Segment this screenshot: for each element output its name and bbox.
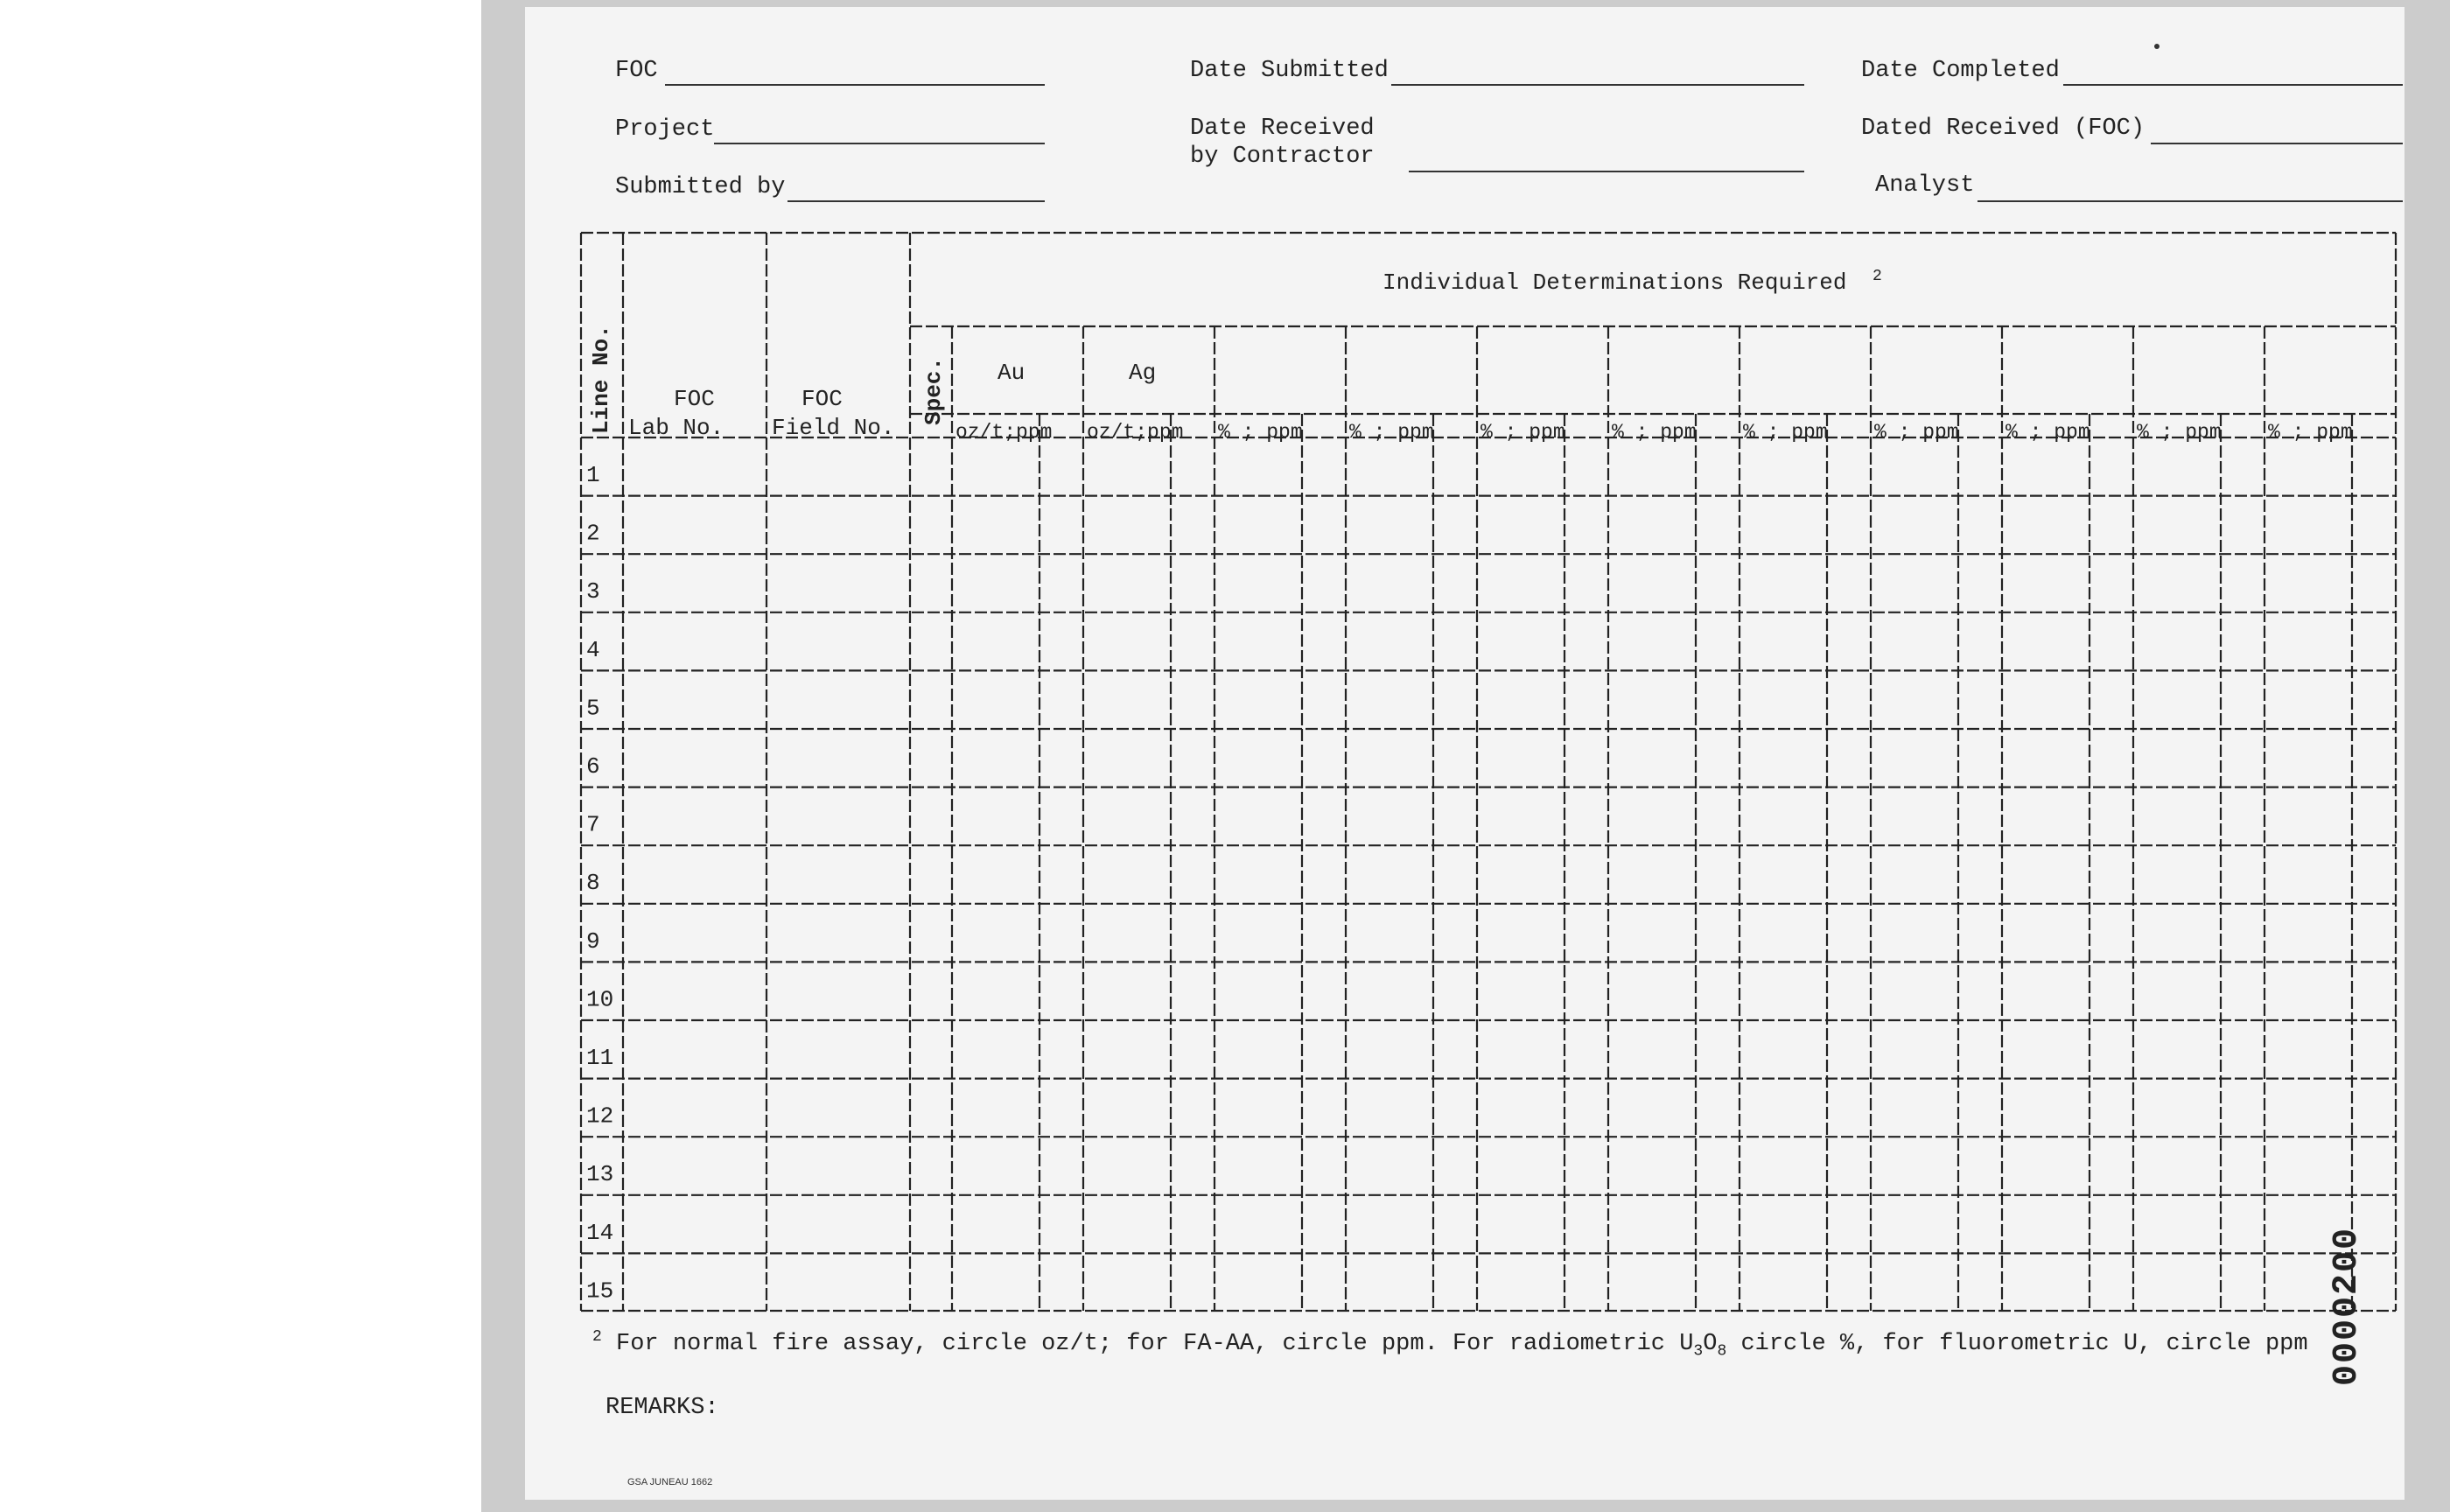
submitted-by-label: Submitted by xyxy=(615,174,786,200)
foc-lab-header-bottom: Lab No. xyxy=(628,415,724,441)
unit-label-6: % ; ppm xyxy=(1612,421,1697,444)
assay-request-form xyxy=(525,7,2404,1500)
footnote-text-3: circle %, for fluorometric U, circle ppm xyxy=(1726,1331,2308,1357)
footnote-text-1: For normal fire assay, circle oz/t; for FA-AA, circle ppm. For radiometric U xyxy=(616,1331,1694,1357)
foc-field-header-bottom: Field No. xyxy=(772,415,895,441)
row-number-14: 14 xyxy=(586,1219,614,1246)
row-number-12: 12 xyxy=(586,1102,614,1130)
row-number-10: 10 xyxy=(586,986,614,1013)
foc-lab-header-top: FOC xyxy=(674,386,715,412)
footnote-sub-8: 8 xyxy=(1717,1342,1727,1361)
row-number-9: 9 xyxy=(586,928,600,955)
date-completed-label: Date Completed xyxy=(1861,58,2060,84)
row-number-5: 5 xyxy=(586,695,600,722)
row-number-6: 6 xyxy=(586,753,600,780)
remarks-label: REMARKS: xyxy=(606,1395,719,1421)
date-submitted-label: Date Submitted xyxy=(1190,58,1389,84)
foc-label: FOC xyxy=(615,58,658,84)
element-ag: Ag xyxy=(1129,360,1157,386)
date-received-label-line1: Date Received xyxy=(1190,116,1375,142)
unit-label-10: % ; ppm xyxy=(2137,421,2222,444)
unit-label-5: % ; ppm xyxy=(1480,421,1565,444)
document-number-stamp: 0000200 xyxy=(2328,1226,2367,1387)
foc-field-header-top: FOC xyxy=(802,386,843,412)
row-number-7: 7 xyxy=(586,811,600,838)
determinations-title: Individual Determinations Required xyxy=(1382,270,1847,296)
unit-label-3: % ; ppm xyxy=(1218,421,1303,444)
determinations-table xyxy=(525,7,2404,1500)
row-number-2: 2 xyxy=(586,520,600,547)
row-number-15: 15 xyxy=(586,1278,614,1305)
element-au: Au xyxy=(998,360,1026,386)
footnote-number: 2 xyxy=(592,1328,602,1346)
row-number-11: 11 xyxy=(586,1045,614,1071)
spec-header: Spec. xyxy=(920,356,947,425)
unit-label-11: % ; ppm xyxy=(2268,421,2353,444)
footnote-sub-3: 3 xyxy=(1693,1342,1704,1361)
dated-received-foc-label: Dated Received (FOC) xyxy=(1861,116,2146,142)
line-no-header: Line No. xyxy=(588,325,614,434)
unit-label-8: % ; ppm xyxy=(1874,421,1959,444)
determinations-sup: 2 xyxy=(1872,268,1882,285)
footnote-text-2: O xyxy=(1703,1331,1718,1357)
row-number-1: 1 xyxy=(586,462,600,488)
project-label: Project xyxy=(615,116,715,143)
row-number-8: 8 xyxy=(586,870,600,897)
row-number-3: 3 xyxy=(586,578,600,606)
row-number-13: 13 xyxy=(586,1161,614,1188)
unit-label-7: % ; ppm xyxy=(1743,421,1828,444)
footnote xyxy=(592,1328,2308,1360)
row-number-4: 4 xyxy=(586,636,600,663)
date-received-label-line2: by Contractor xyxy=(1190,144,1375,170)
form-id: GSA JUNEAU 1662 xyxy=(627,1477,713,1488)
unit-label-1: oz/t;ppm xyxy=(956,421,1053,444)
unit-label-2: oz/t;ppm xyxy=(1087,421,1184,444)
unit-label-9: % ; ppm xyxy=(2006,421,2090,444)
analyst-label: Analyst xyxy=(1875,172,1975,199)
unit-label-4: % ; ppm xyxy=(1349,421,1434,444)
